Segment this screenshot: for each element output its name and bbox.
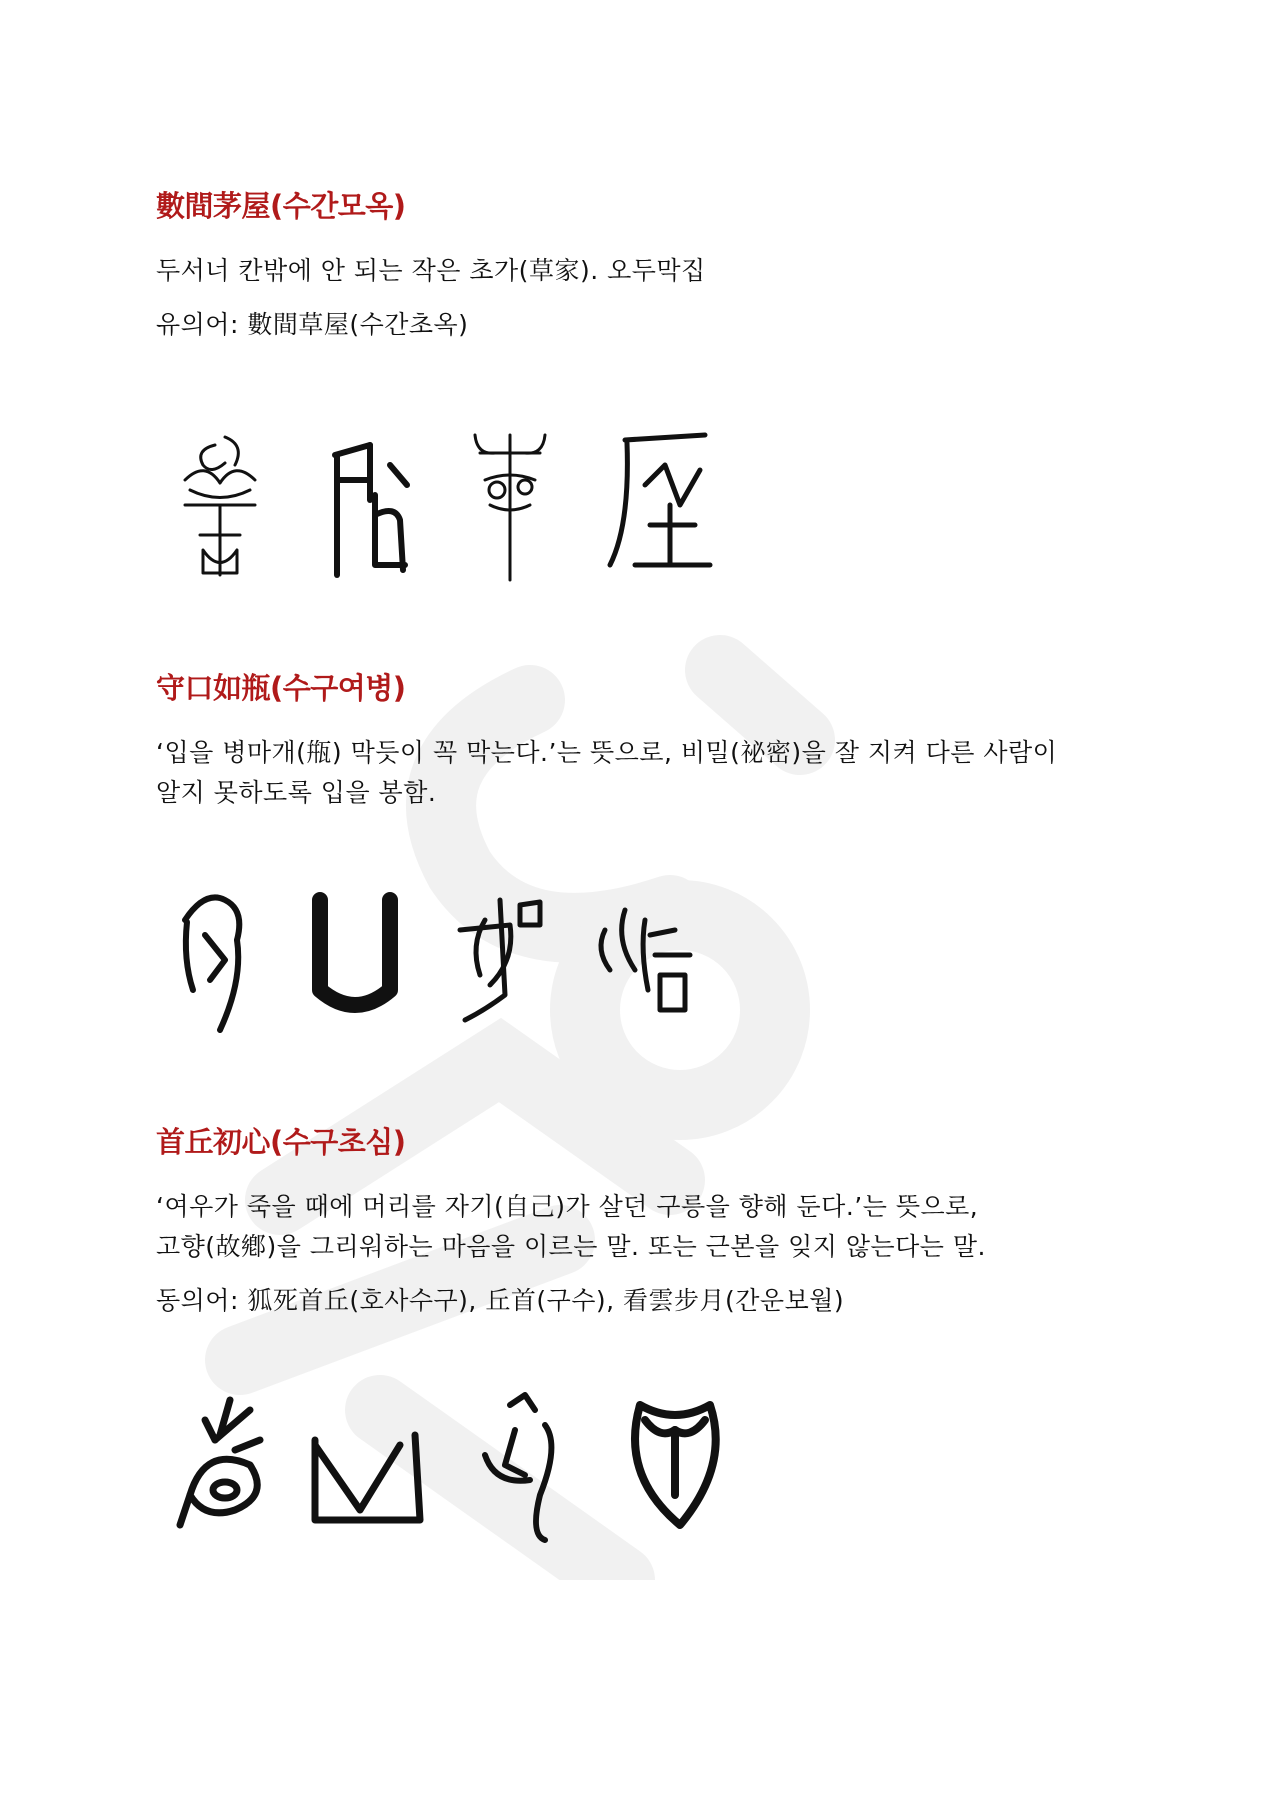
ancient-glyph-kou-icon [310,880,400,1040]
ancient-glyph-jian-icon [315,425,415,585]
ancient-glyph-mao-icon [465,425,555,585]
ancient-glyph-ping-icon [590,880,700,1040]
definition-text: ‘입을 병마개(甁) 막듯이 꼭 막는다.’는 뜻으로, 비밀(祕密)을 잘 지켜 다른 사람이 [156,738,1058,767]
entry-heading: 守口如瓶(수구여병) [156,671,406,705]
entry-heading: 首丘初心(수구초심) [156,1125,406,1159]
entry-1 [156,184,1116,345]
ancient-glyph-shou-icon [175,880,255,1040]
definition-text: ‘여우가 죽을 때에 머리를 자기(自己)가 살던 구릉을 향해 둔다.’는 뜻으로, [156,1192,979,1221]
ancient-glyph-xin-icon [620,1385,730,1545]
entry-3 [156,1120,1116,1321]
ancient-glyph-qiu-icon [305,1385,435,1545]
definition-text: 고향(故鄕)을 그리워하는 마음을 이르는 말. 또는 근본을 잊지 않는다는 말. [156,1232,986,1261]
related-words-note: 유의어: 數間草屋(수간초옥) [156,310,469,339]
entry-heading: 數間茅屋(수간모옥) [156,189,406,223]
ancient-glyph-shu-icon [175,425,265,585]
ancient-glyph-wu-icon [605,425,715,585]
ancient-glyph-chu-icon [470,1385,580,1545]
related-words-note: 동의어: 狐死首丘(호사수구), 丘首(구수), 看雲步月(간운보월) [156,1286,845,1315]
ancient-glyph-shou-head-icon [175,1385,285,1545]
definition-text: 두서너 칸밖에 안 되는 작은 초가(草家). 오두막집 [156,256,706,285]
definition-text: 알지 못하도록 입을 봉함. [156,778,437,807]
entry-2 [156,666,1116,813]
ancient-glyph-ru-icon [445,880,555,1040]
